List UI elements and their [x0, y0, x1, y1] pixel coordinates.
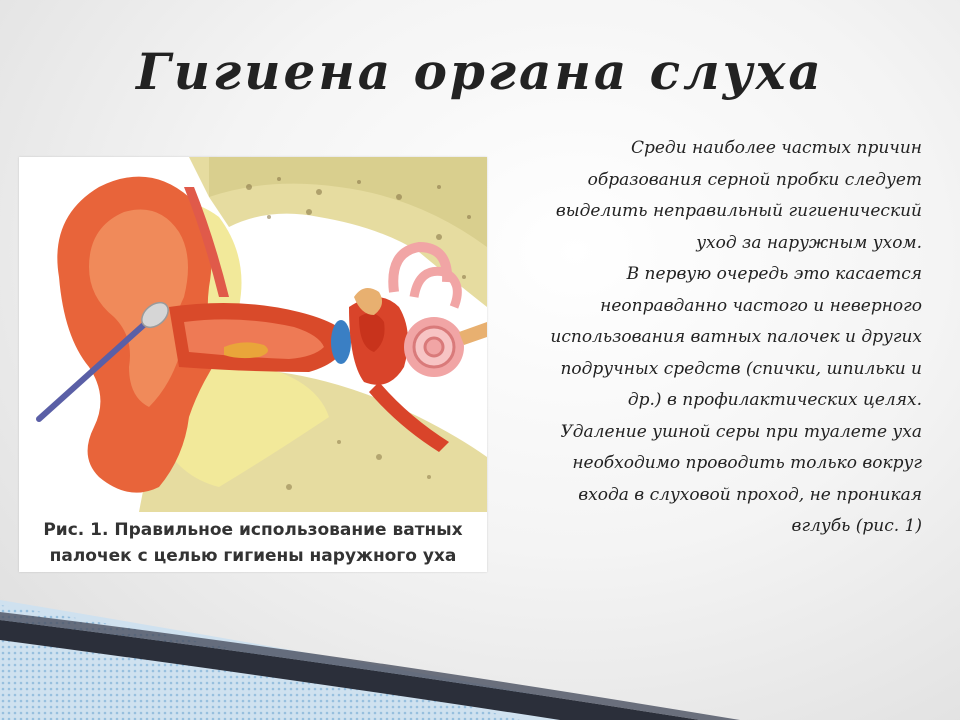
caption-line: Рис. 1. Правильное использование ватных: [43, 520, 463, 540]
body-line: входа в слуховой проход, не проникая: [578, 484, 922, 505]
body-line: вглубь (рис. 1): [791, 516, 922, 536]
body-line: Удаление ушной серы при туалете уха: [560, 421, 922, 442]
ear-anatomy-illustration: [19, 157, 487, 512]
body-line: подручных средств (спички, шпильки и: [560, 358, 922, 379]
body-line: Среди наиболее частых причин: [630, 138, 922, 158]
body-line: использования ватных палочек и других: [550, 327, 922, 347]
body-line: уход за наружным ухом.: [696, 232, 922, 253]
body-text: [482, 133, 922, 543]
body-line: неоправданно частого и неверного: [600, 295, 922, 316]
decorative-swoosh: [0, 560, 960, 720]
caption-line: палочек с целью гигиены наружного уха: [49, 546, 457, 566]
body-line: В первую очередь это касается: [626, 264, 922, 284]
body-line: необходимо проводить только вокруг: [572, 453, 922, 473]
body-line: образования серной пробки следует: [587, 169, 922, 190]
figure: [19, 157, 487, 572]
body-line: др.) в профилактических целях.: [627, 390, 922, 410]
body-line: выделить неправильный гигиенический: [555, 201, 922, 221]
slide-title: Гигиена органа слуха: [136, 42, 824, 101]
